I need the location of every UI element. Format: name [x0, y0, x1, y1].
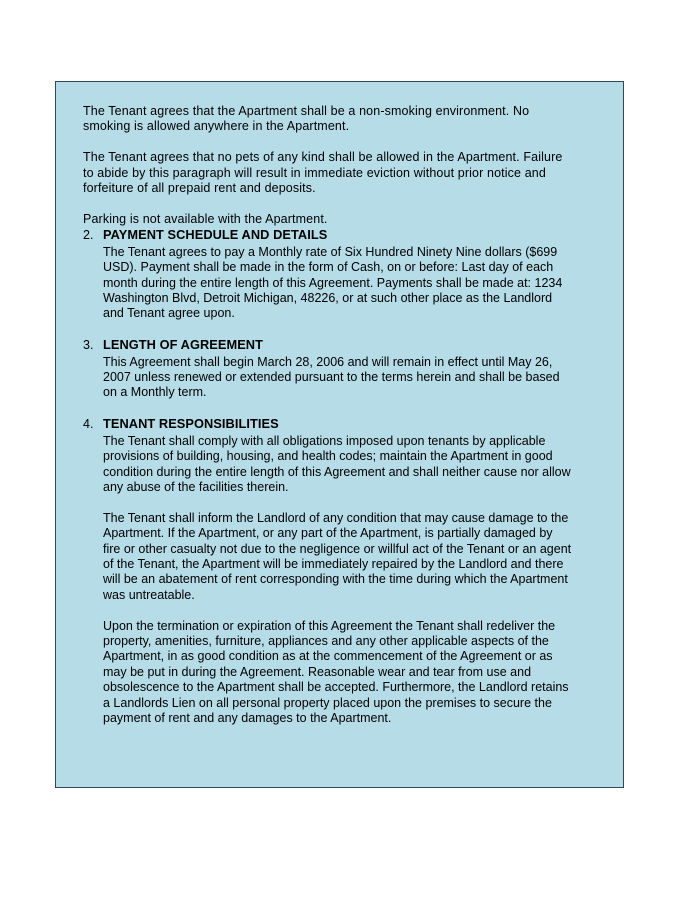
- intro-paragraph-group: [83, 104, 573, 227]
- section-tenant-responsibilities: [83, 416, 573, 726]
- intro-paragraph: The Tenant agrees that no pets of any kind shall be allowed in the Apartment. Failure to abide by this paragraph will result in immediate eviction without prior notice and forfeiture of all prepaid rent and deposits.: [83, 150, 563, 196]
- section-heading: LENGTH OF AGREEMENT: [103, 337, 263, 353]
- section-paragraph: The Tenant agrees to pay a Monthly rate of Six Hundred Ninety Nine dollars ($699 USD). Payment shall be made in the form of Cash, on or before: Last day of each month during the entire length of this Agreement. Payments shall be made at: 1234 Washington Blvd, Detroit Michigan, 48226, or at such other place as the Landlord and Tenant agree upon.: [103, 244, 563, 321]
- lease-agreement-panel: [55, 81, 624, 788]
- section-content: [103, 337, 573, 401]
- section-number: 4.: [83, 417, 94, 432]
- section-number: 2.: [83, 228, 94, 243]
- section-payment-schedule: [83, 227, 573, 322]
- lease-text-body: [83, 104, 573, 742]
- section-paragraph: Upon the termination or expiration of this Agreement the Tenant shall redeliver the property, amenities, furniture, appliances and any other applicable aspects of the Apartment, in as good condition as at the commencement of the Agreement or as may be put in during the Agreement. Reasonable wear and tear from use and obsolescence to the Apartment shall be accepted. Furthermore, the Landlord retains a Landlords Lien on all personal property placed upon the premises to secure the payment of rent and any damages to the Apartment.: [103, 618, 569, 726]
- section-content: [103, 227, 573, 322]
- section-paragraph: The Tenant shall inform the Landlord of any condition that may cause damage to the Apartment. If the Apartment, or any part of the Apartment, is partially damaged by fire or other casualty not due to the negligence or willful act of the Tenant or an agent of the Tenant, the Apartment will be immediately repaired by the Landlord and there will be an abatement of rent corresponding with the time during which the Apartment was untreatable.: [103, 510, 572, 602]
- section-heading: TENANT RESPONSIBILITIES: [103, 416, 279, 432]
- section-content: [103, 416, 573, 726]
- section-number: 3.: [83, 338, 94, 353]
- intro-paragraph: The Tenant agrees that the Apartment shall be a non-smoking environment. No smoking is allowed anywhere in the Apartment.: [83, 104, 530, 134]
- section-paragraph: This Agreement shall begin March 28, 2006 and will remain in effect until May 26, 2007 unless renewed or extended pursuant to the terms herein and shall be based on a Monthly term.: [103, 354, 560, 400]
- section-length-of-agreement: [83, 337, 573, 401]
- section-paragraph: The Tenant shall comply with all obligations imposed upon tenants by applicable provisions of building, housing, and health codes; maintain the Apartment in good condition during the entire length of this Agreement and shall neither cause nor allow any abuse of the facilities therein.: [103, 433, 571, 494]
- intro-paragraph: Parking is not available with the Apartment.: [83, 211, 328, 226]
- section-heading: PAYMENT SCHEDULE AND DETAILS: [103, 227, 328, 243]
